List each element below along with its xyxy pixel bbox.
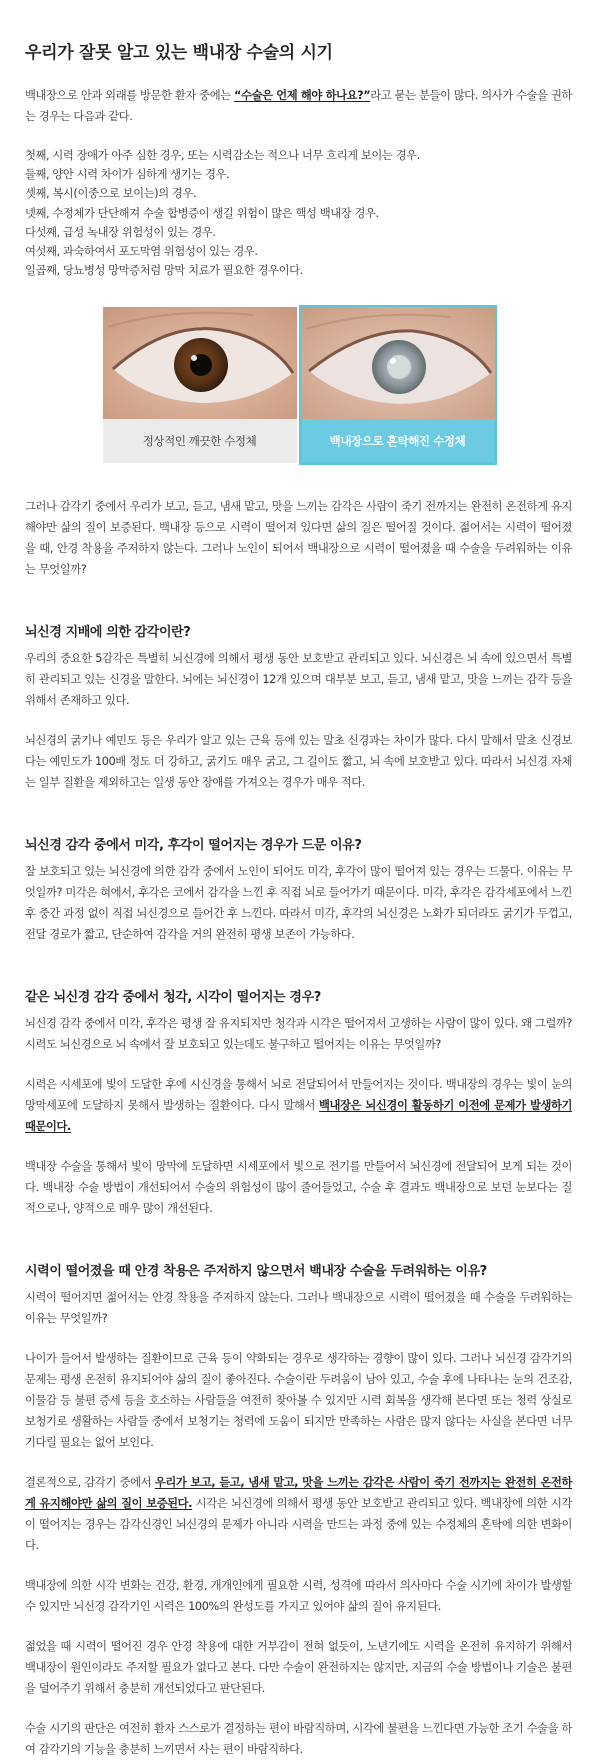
article-title: 우리가 잘못 알고 있는 백내장 수술의 시기 (25, 43, 333, 63)
paragraph: 젊었을 때 시력이 떨어진 경우 안경 착용에 대한 거부감이 전혀 없듯이, 노년기에도 시력을 온전히 유지하기 위해서 백내장이 원인이라도 주저할 필요가 없다고 본다. 다만 수술이 완전하지는 않지만, 지금의 수술 방법이나 기술은 불편을 덜어주기 위해서 충분히 개선되었다고 판단된다. (25, 1640, 572, 1696)
section-taste-smell (25, 835, 572, 945)
emphasized-text: 백내장은 뇌신경이 활동하기 이전에 문제가 발생하기 때문이다. (25, 1099, 573, 1134)
list-item: 둘째, 양안 시력 차이가 심하게 생기는 경우. (25, 168, 230, 182)
list-item: 일곱째, 당뇨병성 망막증처럼 망막 치료가 필요한 경우이다. (25, 264, 303, 278)
paragraph: 나이가 들어서 발생하는 질환이므로 근육 등이 약화되는 경우로 생각하는 경향이 많이 있다. 그러나 뇌신경 감각기의 문제는 평생 온전히 유지되어야 삶의 질이 좋아진다. 수술이란 두려움이 남아 있고, 수술 후에 나타나는 눈의 건조감, 이물감 등 불편 증세 등을 호소하는 사람들을 여전히 찾아볼 수 있지만 시력 회복을 생각해 본다면 또는 청력 상실로 보청기로 생활하는 사람들 중에서 보청기는 청력에 도움이 되지만 만족하는 사람은 많지 않다는 사실을 본다면 너무 기다릴 필요는 없어 보인다. (25, 1352, 572, 1450)
paragraph: 시력이 떨어지면 젊어서는 안경 착용을 주저하지 않는다. 그러나 백내장으로 시력이 떨어졌을 때 수술을 두려워하는 이유는 무엇일까? (25, 1291, 572, 1326)
paragraph: 우리의 중요한 5감각은 특별히 뇌신경에 의해서 평생 동안 보호받고 관리되고 있다. 뇌신경은 뇌 속에 있으면서 특별히 관리되고 있는 신경을 말한다. 뇌에는 뇌신경이 12개 있으며 대부분 보고, 듣고, 냄새 맡고, 맛을 느끼는 감각 등을 위해서 존재하고 있다. (25, 652, 572, 708)
intro-text-after: 라고 묻는 분들이 많다. 의사가 수술을 권하는 경우는 다음과 같다. (25, 89, 572, 123)
paragraph: 잘 보호되고 있는 뇌신경에 의한 감각 중에서 노인이 되어도 미각, 후각이 많이 떨어져 있는 경우는 드물다. 이유는 무엇일까? 미각은 혀에서, 후각은 코에서 감각을 느낀 후 직접 뇌로 들어가기 때문이다. 미각, 후각은 감각세포에서 느낀 후 중간 과정 없이 직접 뇌신경으로 들어간 후 느낀다. 따라서 미각, 후각의 뇌신경은 노화가 되더라도 굵기가 두껍고, 전달 경로가 짧고, 단순하여 감각을 거의 완전히 평생 보존이 가능하다. (25, 865, 572, 942)
list-item: 셋째, 복시(이중으로 보이는)의 경우. (25, 187, 197, 201)
intro-text-before: 백내장으로 안과 외래를 방문한 환자 중에는 (25, 89, 235, 102)
paragraph-text: 결론적으로, 감각기 중에서 (25, 1476, 155, 1490)
intro-quote: “수술은 언제 해야 하나요?” (234, 89, 371, 102)
paragraph: 뇌신경 감각 중에서 미각, 후각은 평생 잘 유지되지만 청각과 시각은 떨어져서 고생하는 사람이 많이 있다. 왜 그럴까? 시력도 뇌신경으로 뇌 속에서 잘 보호되고 있는데도 불구하고 떨어지는 이유는 무엇일까? (25, 1017, 572, 1052)
paragraph: 백내장 수술을 통해서 빛이 망막에 도달하면 시세포에서 빛으로 전기를 만들어서 뇌신경에 전달되어 보게 되는 것이다. 백내장 수술 방법이 개선되어서 수술의 위험성이 많이 줄어들었고, 수술 후 결과도 백내장으로 보던 눈보다는 질적으로나, 양적으로 매우 많이 개선된다. (25, 1160, 572, 1216)
cataract-eye-image (301, 307, 495, 419)
section-cranial-nerve-senses (25, 622, 572, 793)
paragraph: 수술 시기의 판단은 여전히 환자 스스로가 결정하는 편이 바람직하며, 시각에 불편을 느낀다면 가능한 조기 수술을 하여 감각기의 기능을 충분히 느끼면서 사는 편이 바람직하다. (25, 1722, 572, 1757)
intro-paragraph (25, 85, 572, 127)
list-item: 넷째, 수정체가 단단해져 수술 합병증이 생길 위험이 많은 핵성 백내장 경우. (25, 206, 379, 220)
list-item: 첫째, 시력 장애가 아주 심한 경우, 또는 시력감소는 적으나 너무 흐리게 보이는 경우. (25, 149, 420, 162)
paragraph-text: 시각은 뇌신경에 의해서 평생 동안 보호받고 관리되고 있다. 백내장에 의한 시각이 떨어지는 경우는 감각신경인 뇌신경의 문제가 아니라 시력을 만드는 과정 중에 있는 수정체의 혼탁에 의한 변화이다. (25, 1497, 572, 1553)
lens-comparison-figure (25, 307, 572, 463)
list-item: 여섯째, 과숙하여서 포도막염 위험성이 있는 경우. (25, 245, 258, 259)
section-heading: 뇌신경 지배에 의한 감각이란? (25, 625, 191, 641)
cataract-lens-caption: 백내장으로 혼탁해진 수정체 (301, 419, 495, 463)
section-fear-of-surgery (25, 1261, 572, 1760)
paragraph: 뇌신경의 굵기나 예민도 등은 우리가 알고 있는 근육 등에 있는 말초 신경과는 차이가 많다. 다시 말해서 말초 신경보다는 예민도가 100배 정도 더 강하고, 굵기도 매우 굵고, 그 길이도 짧고, 뇌 속에 보호받고 있다. 따라서 뇌신경 자체는 일부 질환을 제외하고는 일생 동안 장애를 가져오는 경우가 매우 적다. (25, 734, 572, 790)
surgery-conditions-list (25, 146, 572, 280)
paragraph (25, 1472, 572, 1556)
cataract-lens-figure (301, 307, 495, 463)
section-heading: 같은 뇌신경 감각 중에서 청각, 시각이 떨어지는 경우? (25, 990, 321, 1006)
normal-lens-figure (103, 307, 297, 463)
section-heading: 뇌신경 감각 중에서 미각, 후각이 떨어지는 경우가 드문 이유? (25, 838, 362, 854)
emphasized-text: 우리가 보고, 듣고, 냄새 맡고, 맛을 느끼는 감각은 사람이 죽기 전까지는 완전히 온전하게 유지해야만 삶의 질이 보증된다. (25, 1476, 572, 1511)
paragraph: 그러나 감각기 중에서 우리가 보고, 듣고, 냄새 맡고, 맛을 느끼는 감각은 사람이 죽기 전까지는 완전히 온전하게 유지해야만 삶의 질이 보증된다. 백내장 등으로 시력이 떨어져 있다면 삶의 질은 떨어질 것이다. 젊어서는 시력이 떨어졌을 때, 안경 착용을 주저하지 않는다. 그러나 노인이 되어서 백내장으로 시력이 떨어졌을 때 수술을 두려워하는 이유는 무엇일까? (25, 500, 572, 577)
section-heading: 시력이 떨어졌을 때 안경 착용은 주저하지 않으면서 백내장 수술을 두려워하는 이유? (25, 1264, 487, 1280)
paragraph (25, 1074, 572, 1137)
section-hearing-vision (25, 987, 572, 1219)
normal-eye-image (103, 307, 297, 419)
list-item: 다섯째, 급성 녹내장 위험성이 있는 경우. (25, 225, 216, 239)
paragraph-text: 시력은 시세포에 빛이 도달한 후에 시신경을 통해서 뇌로 전달되어서 만들어지는 것이다. 백내장의 경우는 빛이 눈의 망막세포에 도달하지 못해서 발생하는 질환이다. 다시 말해서 (25, 1078, 572, 1113)
paragraph: 백내장에 의한 시각 변화는 건강, 환경, 개개인에게 필요한 시력, 성격에 따라서 의사마다 수술 시기에 차이가 발생할 수 있지만 뇌신경 감각기인 시력은 100%의 완성도를 가지고 있어야 삶의 질이 유지된다. (25, 1579, 572, 1614)
normal-lens-caption: 정상적인 깨끗한 수정체 (103, 419, 297, 463)
